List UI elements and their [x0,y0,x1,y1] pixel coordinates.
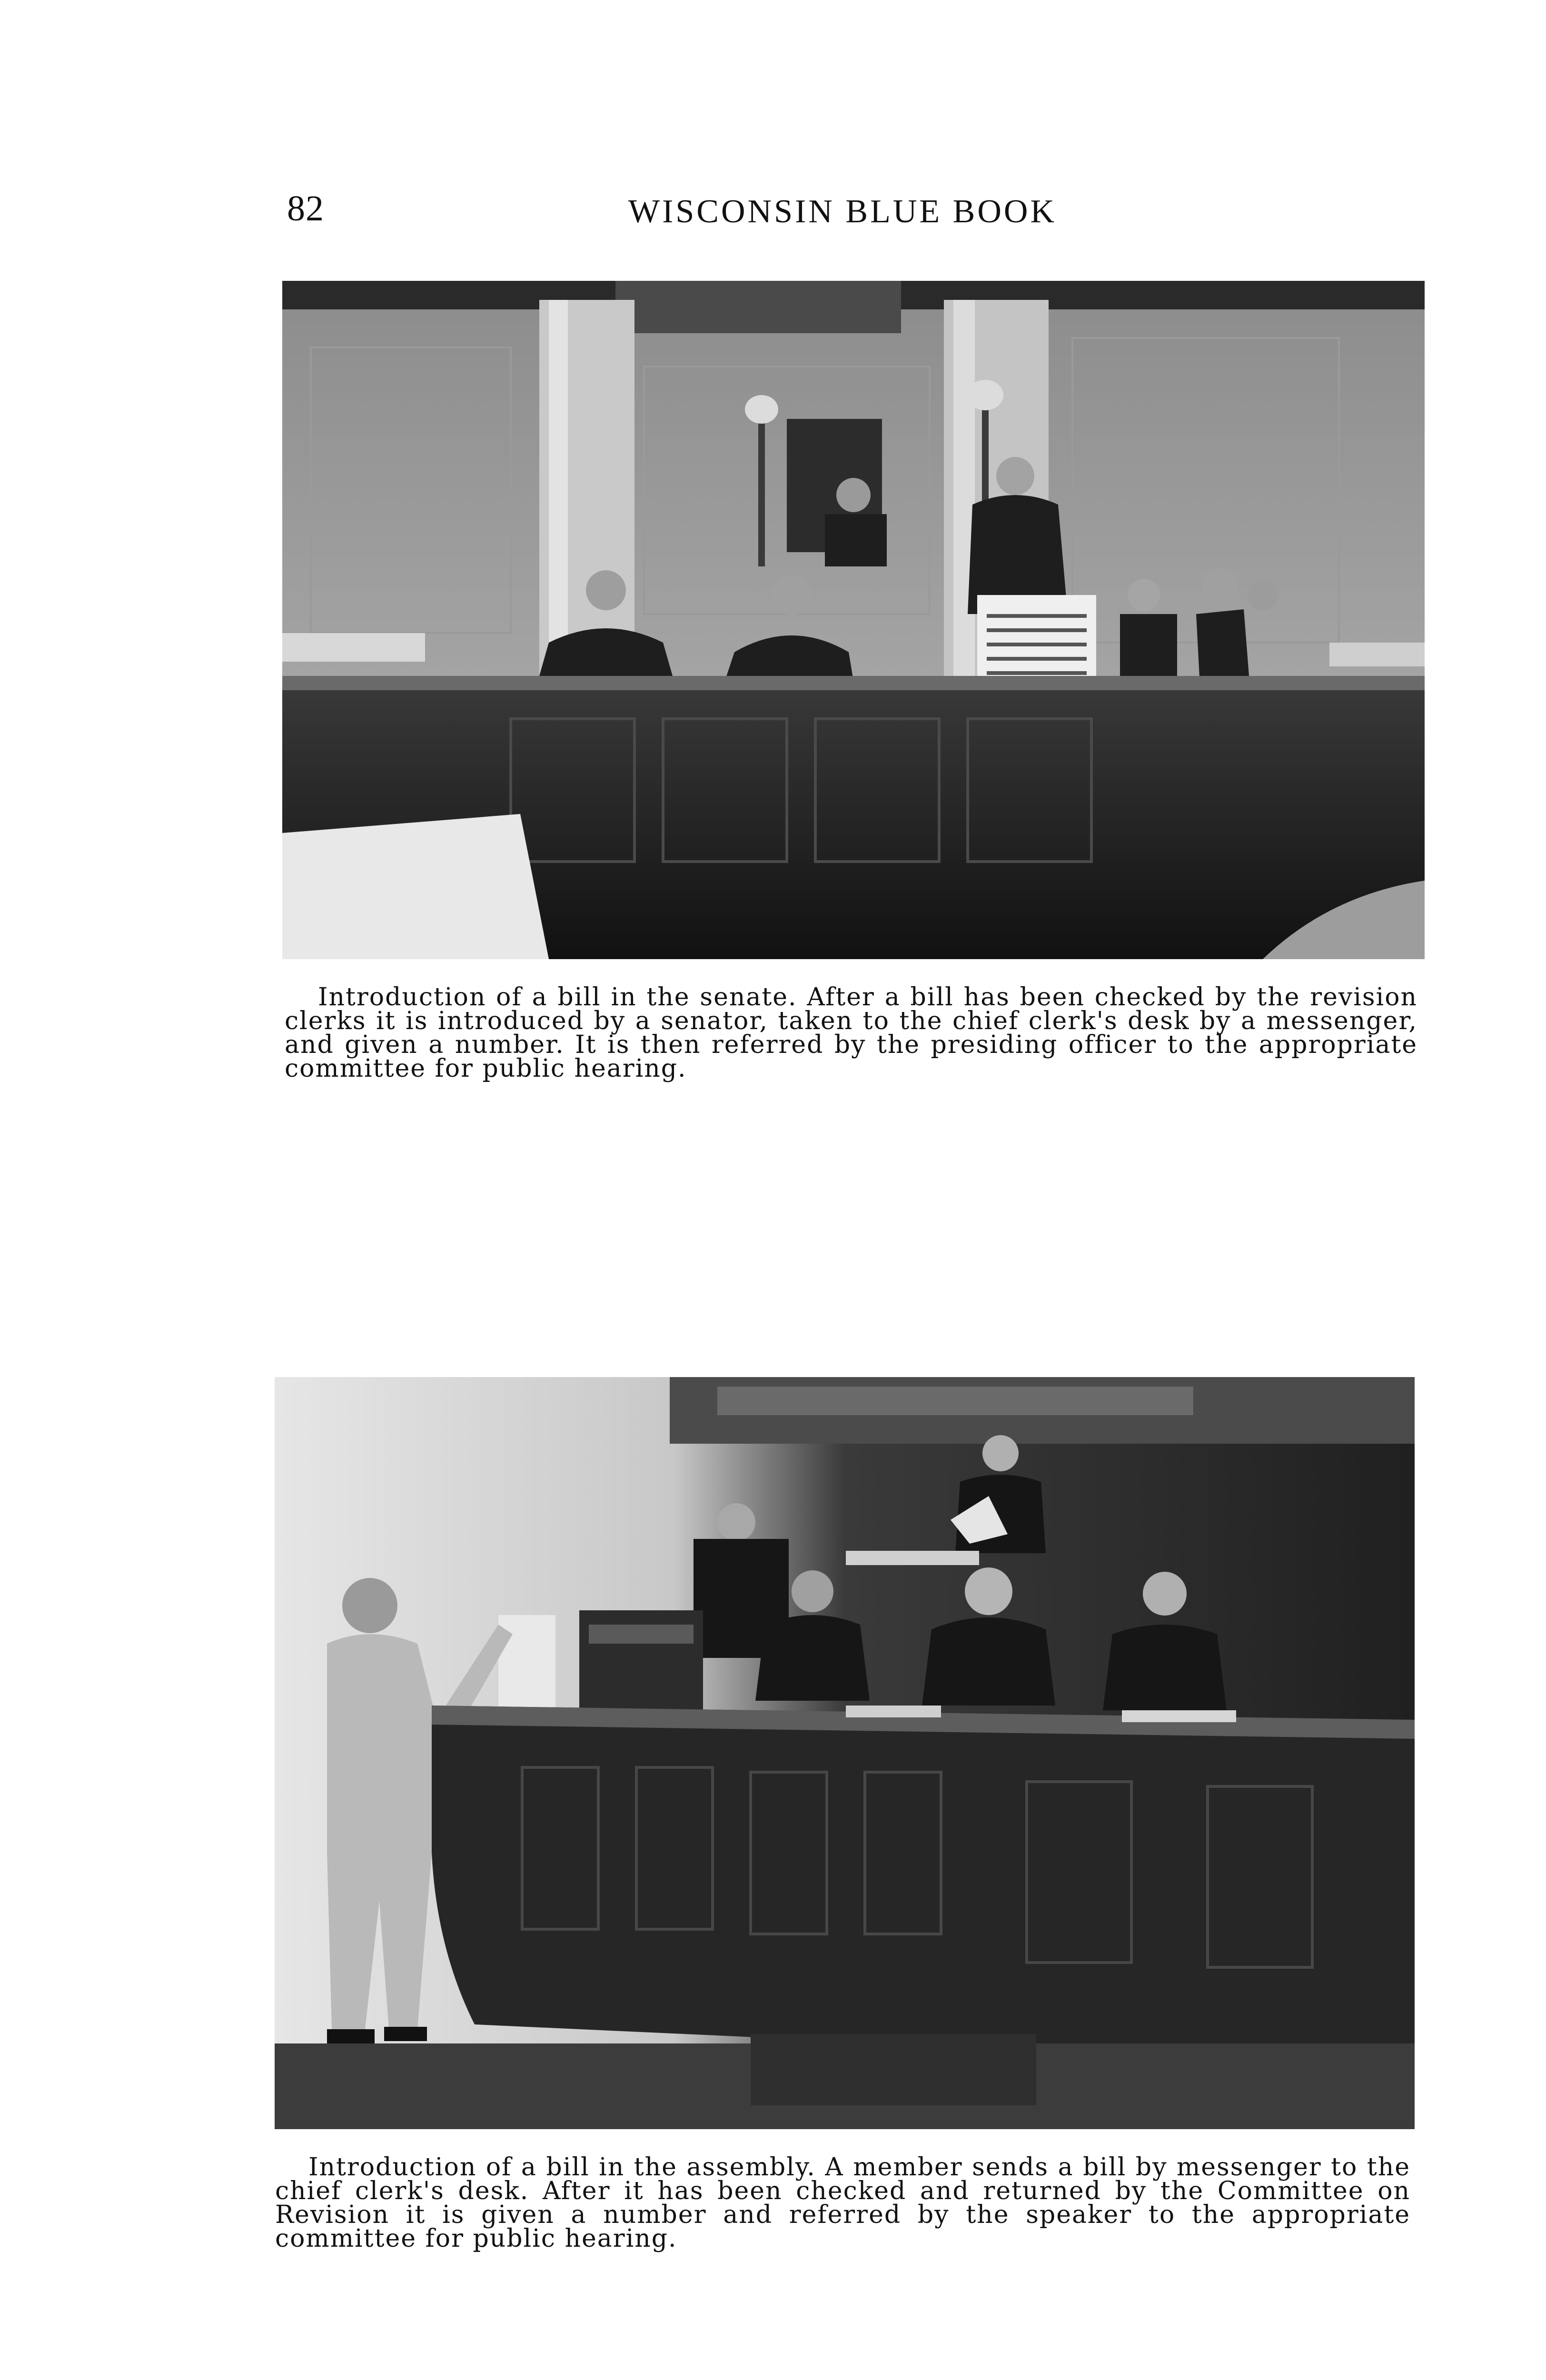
running-head: WISCONSIN BLUE BOOK [628,193,1057,230]
senate-caption: Introduction of a bill in the senate. After a bill has been checked by the revision clerks it is introduced by a senator, taken to the chief clerk's desk by a messenger, and given a number. It is then referred by the presiding officer to the appropriate committee for public hearing. [285,983,1417,1083]
senate-photo [282,281,1425,959]
assembly-photo [275,1377,1415,2129]
page-number: 82 [287,188,324,228]
assembly-caption: Introduction of a bill in the assembly. A member sends a bill by messenger to the chief clerk's desk. After it has been checked and returned by the Committee on Revision it is given a number and referred by the speaker to the appropriate committee for public hearing. [275,2153,1410,2253]
